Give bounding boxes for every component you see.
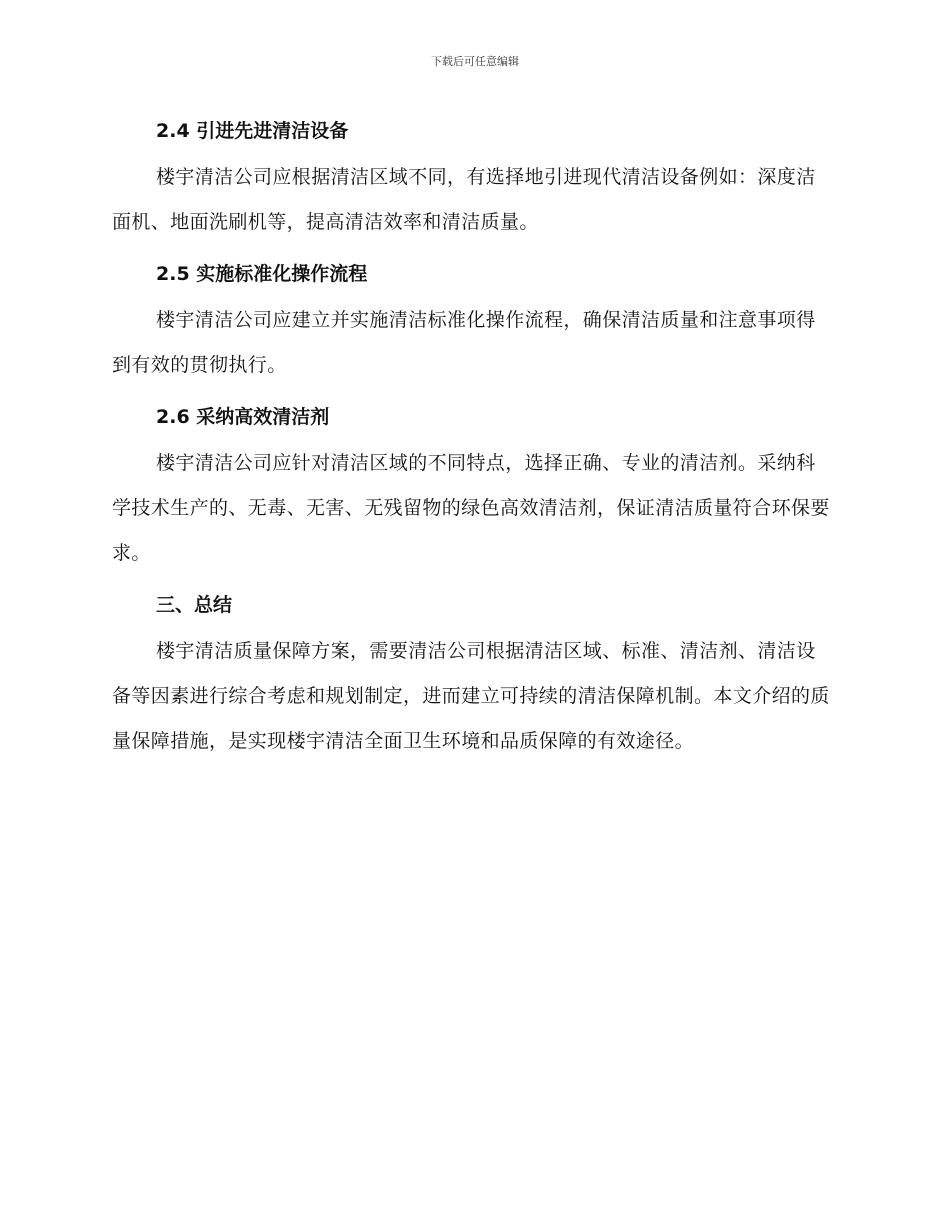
section-body-2-6: 楼宇清洁公司应针对清洁区域的不同特点，选择正确、专业的清洁剂。采纳科学技术生产的、无毒、无害、无残留物的绿色高效清洁剂，保证清洁质量符合环保要求。 <box>112 452 830 564</box>
section-heading-2-6: 2.6 采纳高效清洁剂 <box>156 406 330 428</box>
section-heading-summary: 三、总结 <box>156 594 233 616</box>
section-heading-2-5: 2.5 实施标准化操作流程 <box>156 263 368 285</box>
section-heading-2-4: 2.4 引进先进清洁设备 <box>156 120 349 142</box>
document-body <box>112 110 834 764</box>
page-header-note: 下载后可任意编辑 <box>431 55 519 68</box>
section-body-2-4: 楼宇清洁公司应根据清洁区域不同，有选择地引进现代清洁设备例如：深度洁面机、地面洗刷机等，提高清洁效率和清洁质量。 <box>112 166 816 233</box>
section-body-summary: 楼宇清洁质量保障方案，需要清洁公司根据清洁区域、标准、清洁剂、清洁设备等因素进行综合考虑和规划制定，进而建立可持续的清洁保障机制。本文介绍的质量保障措施，是实现楼宇清洁全面卫生环境和品质保障的有效途径。 <box>112 640 830 752</box>
section-body-2-5: 楼宇清洁公司应建立并实施清洁标准化操作流程，确保清洁质量和注意事项得到有效的贯彻执行。 <box>112 309 816 376</box>
